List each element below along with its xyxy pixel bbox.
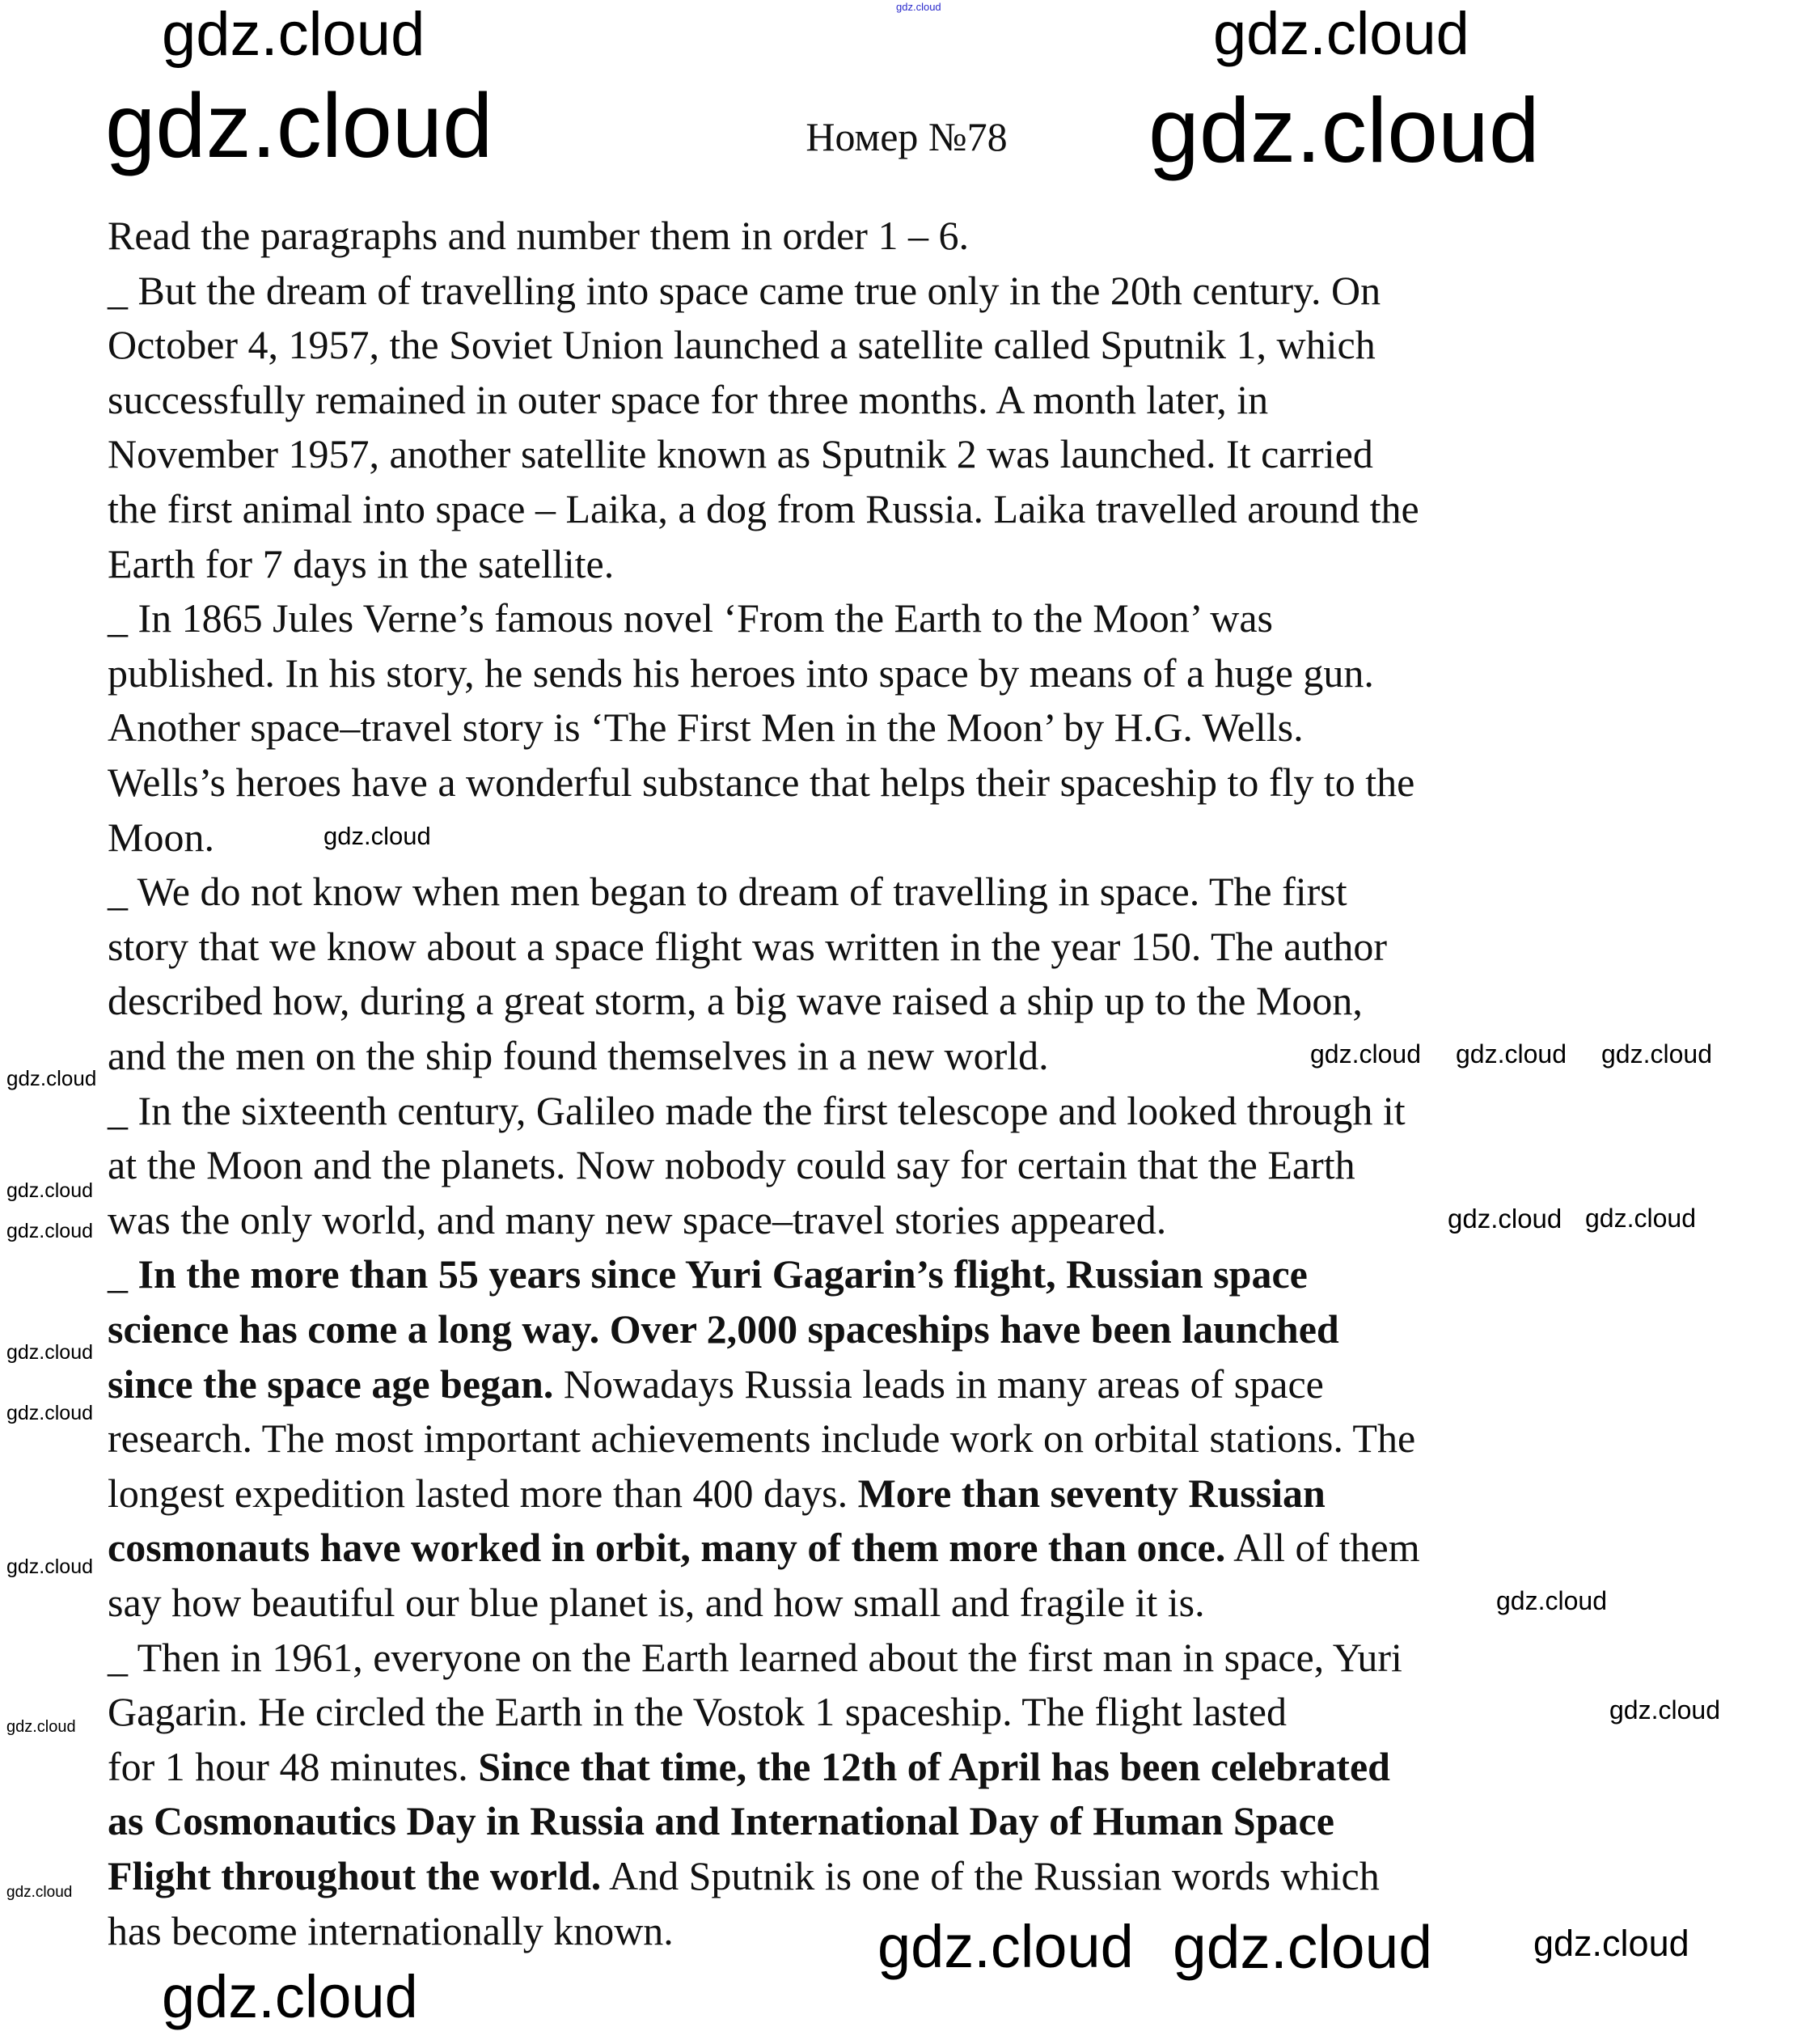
text-segment: All of them (1225, 1525, 1420, 1571)
text-line (108, 974, 1363, 1029)
bold-text: Since that time, the 12th of April has been celebrated (478, 1743, 1390, 1789)
text-line (108, 591, 1273, 646)
text-line (108, 318, 1376, 373)
watermark-logo: gdz.cloud (105, 75, 493, 176)
watermark-logo: gdz.cloud (1148, 79, 1540, 181)
text-line (108, 1740, 1390, 1795)
watermark-logo: gdz.cloud (1585, 1204, 1696, 1233)
watermark-logo: gdz.cloud (1173, 1913, 1433, 1981)
text-segment: at the Moon and the planets. Now nobody could say for certain that the Earth (108, 1142, 1355, 1188)
text-segment: described how, during a great storm, a big wave raised a ship up to the Moon, (108, 978, 1363, 1024)
text-line (108, 537, 614, 592)
text-line (108, 1849, 1380, 1904)
watermark-logo: gdz.cloud (162, 0, 425, 69)
watermark-logo: gdz.cloud (1456, 1039, 1567, 1069)
watermark-logo: gdz.cloud (6, 1718, 76, 1736)
watermark-logo: gdz.cloud (6, 1884, 73, 1901)
text-line (108, 755, 1414, 810)
watermark-logo: gdz.cloud (1213, 0, 1469, 67)
bold-text: science has come a long way. Over 2,000 spaceships have been launched (108, 1306, 1339, 1352)
text-line (108, 1794, 1334, 1849)
text-line (108, 865, 1347, 920)
watermark-logo: gdz.cloud (6, 1402, 94, 1424)
watermark-logo: gdz.cloud (1601, 1039, 1712, 1069)
watermark-logo: gdz.cloud (162, 1963, 418, 2030)
text-segment: Another space–travel story is ‘The First Men in the Moon’ by H.G. Wells. (108, 705, 1304, 751)
text-segment: was the only world, and many new space–travel stories appeared. (108, 1196, 1167, 1242)
text-segment: say how beautiful our blue planet is, and how small and fragile it is. (108, 1580, 1205, 1625)
text-line (108, 1631, 1402, 1686)
text-segment: _ (108, 1251, 138, 1297)
text-line (108, 1521, 1420, 1576)
text-line (108, 810, 214, 865)
text-segment: _ In the sixteenth century, Galileo made the first telescope and looked through it (108, 1087, 1406, 1133)
text-line (108, 1302, 1339, 1357)
watermark-logo: gdz.cloud (1448, 1204, 1562, 1234)
bold-text: as Cosmonautics Day in Russia and International Day of Human Space (108, 1798, 1334, 1844)
page-title: Номер №78 (806, 114, 1008, 159)
text-line (108, 373, 1268, 428)
text-line (108, 646, 1374, 701)
text-segment: the first animal into space – Laika, a dog from Russia. Laika travelled around the (108, 486, 1419, 531)
text-line (108, 264, 1381, 319)
text-segment: Gagarin. He circled the Earth in the Vostok 1 spaceship. The flight lasted (108, 1689, 1287, 1735)
text-segment: _ In 1865 Jules Verne’s famous novel ‘From the Earth to the Moon’ was (108, 595, 1273, 641)
text-segment: October 4, 1957, the Soviet Union launched a satellite called Sputnik 1, which (108, 322, 1376, 368)
watermark-logo: gdz.cloud (1496, 1586, 1607, 1615)
text-line (108, 1685, 1287, 1740)
text-segment: and the men on the ship found themselves in a new world. (108, 1033, 1049, 1078)
text-segment: published. In his story, he sends his heroes into space by means of a huge gun. (108, 650, 1374, 696)
text-line (108, 1193, 1166, 1248)
text-line (108, 1357, 1324, 1412)
watermark-logo: gdz.cloud (6, 1179, 94, 1202)
text-line (108, 1576, 1205, 1631)
text-segment: longest expedition lasted more than 400 days. (108, 1470, 858, 1516)
text-segment: story that we know about a space flight was written in the year 150. The author (108, 923, 1387, 969)
watermark-logo: gdz.cloud (896, 1, 941, 13)
bold-text: In the more than 55 years since Yuri Gagarin’s flight, Russian space (137, 1251, 1308, 1297)
watermark-logo: gdz.cloud (6, 1220, 94, 1242)
text-segment: has become internationally known. (108, 1907, 674, 1953)
text-segment: And Sputnik is one of the Russian words which (601, 1853, 1380, 1898)
text-segment: successfully remained in outer space for three months. A month later, in (108, 376, 1269, 422)
text-line (108, 1247, 1308, 1302)
watermark-logo: gdz.cloud (1310, 1039, 1421, 1069)
watermark-logo: gdz.cloud (323, 822, 431, 850)
text-segment: _ We do not know when men began to dream of travelling in space. The first (108, 869, 1347, 915)
bold-text: Flight throughout the world. (108, 1853, 602, 1898)
text-line (108, 427, 1373, 482)
watermark-logo: gdz.cloud (877, 1913, 1134, 1980)
text-segment: _ Then in 1961, everyone on the Earth learned about the first man in space, Yuri (108, 1634, 1402, 1680)
text-segment: Wells’s heroes have a wonderful substance that helps their spaceship to fly to the (108, 760, 1415, 805)
watermark-logo: gdz.cloud (6, 1555, 94, 1578)
bold-text: since the space age began. (108, 1361, 554, 1407)
bold-text: cosmonauts have worked in orbit, many of them more than once. (108, 1525, 1226, 1571)
text-line (108, 482, 1419, 537)
watermark-logo: gdz.cloud (6, 1066, 97, 1090)
text-segment: Earth for 7 days in the satellite. (108, 540, 615, 586)
bold-text: More than seventy Russian (857, 1470, 1326, 1516)
watermark-logo: gdz.cloud (1533, 1923, 1689, 1964)
text-line (108, 1466, 1326, 1521)
text-segment: research. The most important achievements include work on orbital stations. The (108, 1416, 1416, 1462)
text-segment: for 1 hour 48 minutes. (108, 1743, 479, 1789)
text-line (108, 1138, 1355, 1193)
text-line (108, 920, 1387, 975)
text-line (108, 700, 1304, 755)
text-line (108, 209, 969, 264)
text-segment: November 1957, another satellite known as Sputnik 2 was launched. It carried (108, 431, 1373, 477)
watermark-logo: gdz.cloud (1609, 1695, 1720, 1724)
text-line (108, 1029, 1049, 1084)
watermark-logo: gdz.cloud (6, 1341, 94, 1364)
text-line (108, 1904, 674, 1959)
text-segment: Nowadays Russia leads in many areas of space (553, 1361, 1324, 1407)
text-line (108, 1411, 1415, 1466)
text-segment: _ But the dream of travelling into space came true only in the 20th century. On (108, 267, 1381, 313)
text-segment: Read the paragraphs and number them in order 1 – 6. (108, 213, 969, 258)
text-line (108, 1084, 1406, 1139)
text-segment: Moon. (108, 814, 214, 860)
